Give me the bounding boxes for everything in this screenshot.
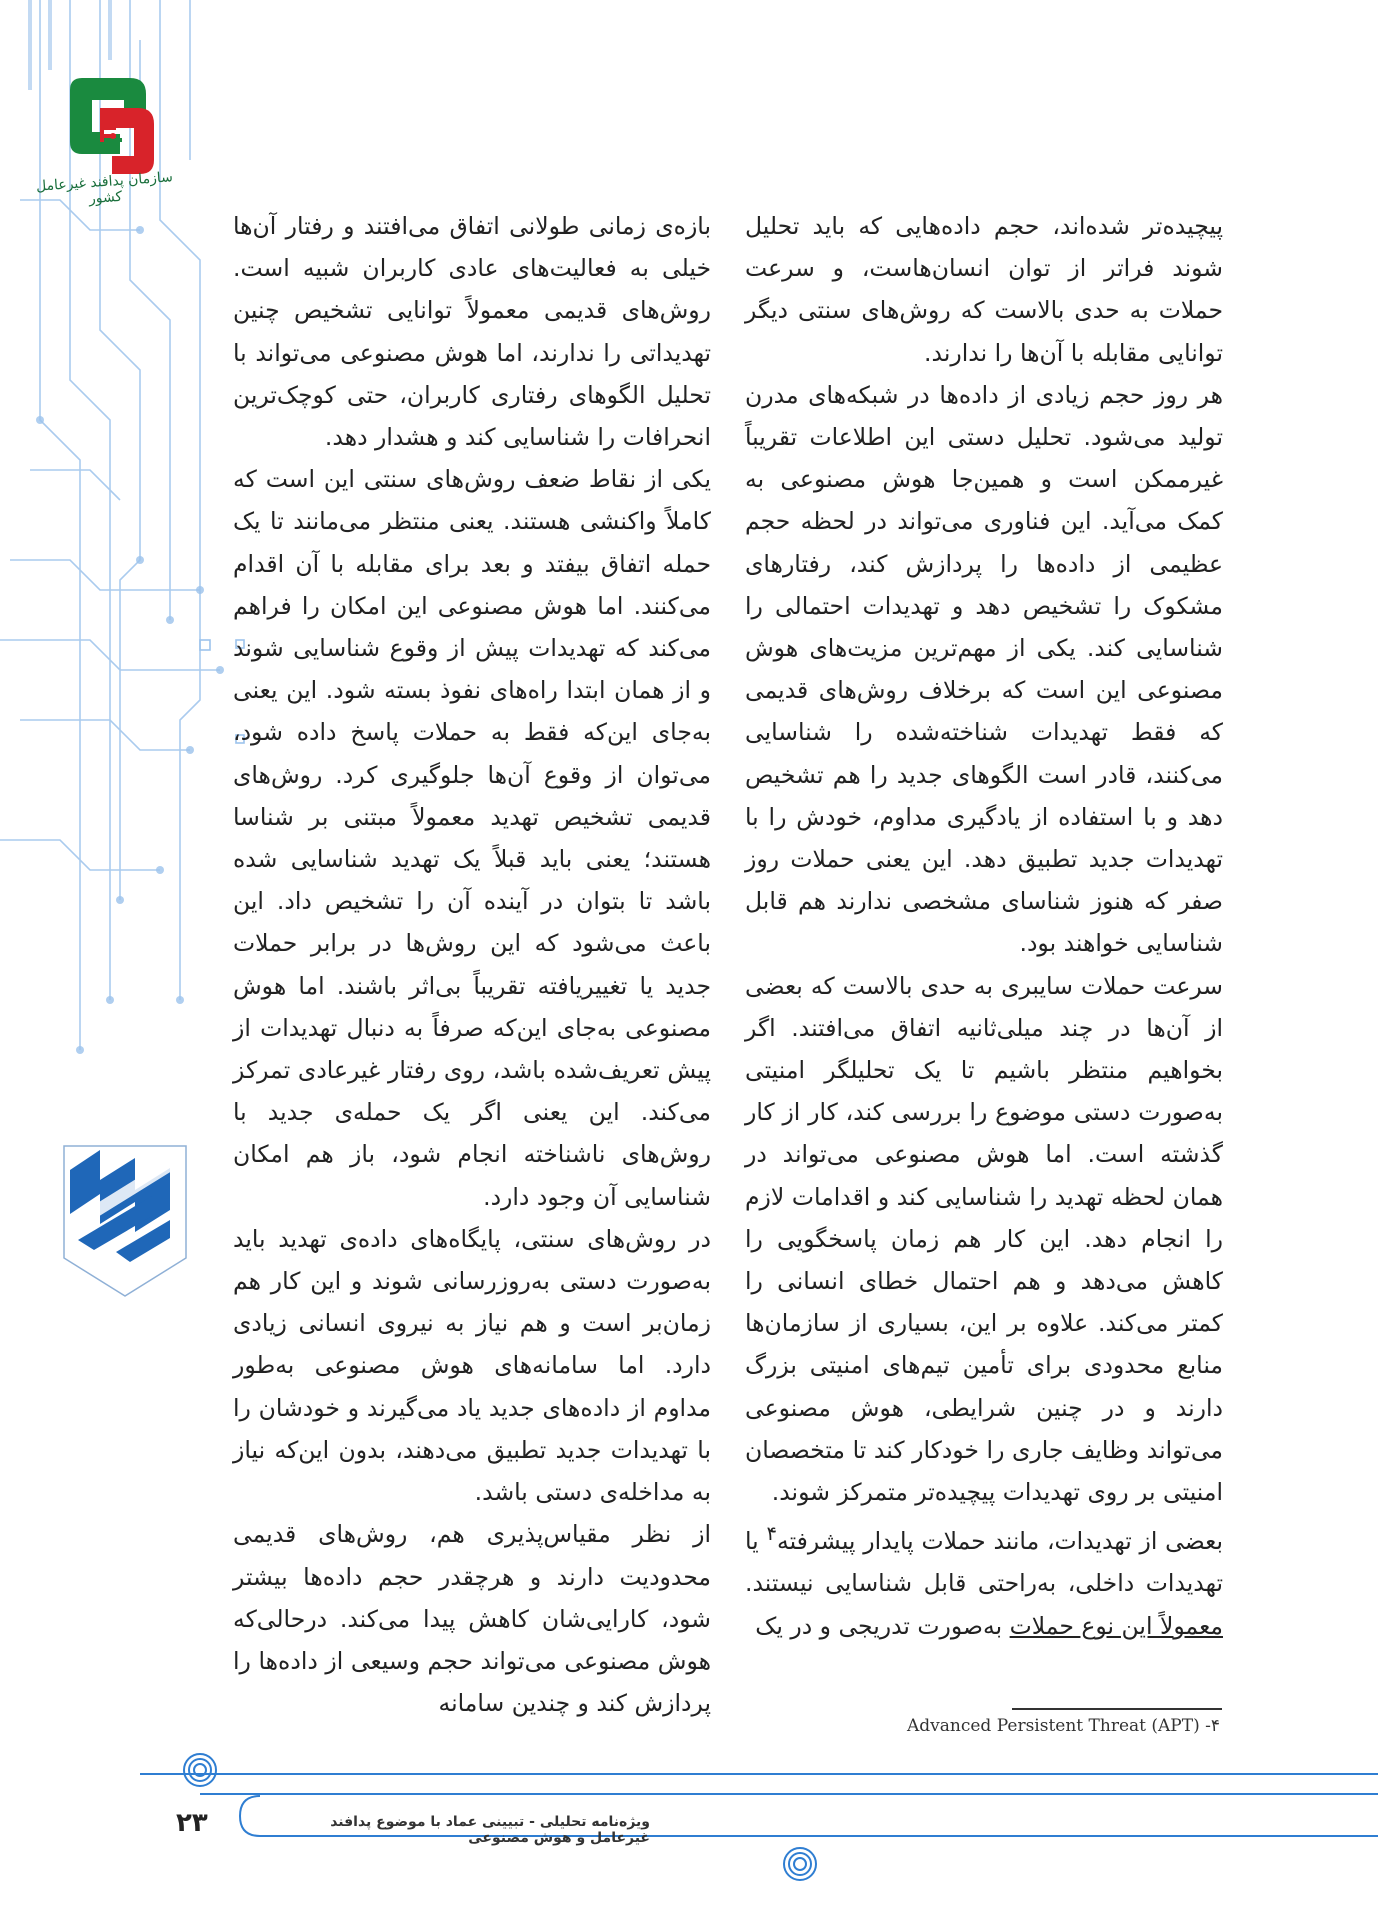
- footnote-divider: [1012, 1708, 1222, 1710]
- paragraph: [745, 1513, 1223, 1646]
- paragraph: پیچیده‌تر شده‌اند، حجم داده‌هایی که باید تحلیل شوند فراتر از توان انسان‌هاست، و سرعت حملات به حدی بالاست که روش‌های سنتی دیگر توانایی مقابله با آن‌ها را ندارند.: [745, 212, 1223, 367]
- paragraph: در روش‌های سنتی، پایگاه‌های داده‌ی تهدید باید به‌صورت دستی به‌روزرسانی شوند و این کار هم زمان‌بر است و هم نیاز به نیروی انسانی زیادی دارد. اما سامانه‌های هوش مصنوعی به‌طور مداوم از داده‌های جدید یاد می‌گیرند و خودشان را با تهدیدات جدید تطبیق می‌دهند، بدون این‌که نیاز به مداخله‌ی دستی باشد.: [233, 1224, 711, 1507]
- paragraph: بازه‌ی زمانی طولانی اتفاق می‌افتند و رفتار آن‌ها خیلی به فعالیت‌های عادی کاربران شبیه است. روش‌های قدیمی معمولاً توانایی تشخیص چنین تهدیداتی را ندارند، اما هوش مصنوعی می‌تواند با تحلیل الگوهای رفتاری کاربران، حتی کوچک‌ترین انحرافات را شناسایی کند و هشدار دهد.: [233, 212, 711, 452]
- footer-title: ویژه‌نامه تحلیلی - تبیینی عماد با موضوع پدافند غیرعامل و هوش مصنوعی: [330, 1814, 650, 1846]
- circuit-decoration: [0, 0, 250, 1929]
- organization-name: سازمان پدافند غیرعامل کشور: [35, 169, 174, 208]
- footnote-reference: ۴: [766, 1522, 777, 1546]
- text-column-right: [745, 205, 1223, 1647]
- page-number: ۲۳: [176, 1808, 208, 1838]
- paragraph-text: به‌صورت تدریجی و در یک: [755, 1611, 1010, 1640]
- organization-logo: [60, 70, 170, 180]
- emad-logo: [60, 1140, 190, 1300]
- paragraph: سرعت حملات سایبری به حدی بالاست که بعضی از آن‌ها در چند میلی‌ثانیه اتفاق می‌افتند. اگر بخواهیم منتظر باشیم تا یک تحلیلگر امنیتی به‌صورت دستی موضوع را بررسی کند، کار از کار گذشته است. اما هوش مصنوعی می‌تواند در همان لحظه تهدید را شناسایی کند و اقدامات لازم را انجام دهد. این کار هم زمان پاسخگویی را کاهش می‌دهد و هم احتمال خطای انسانی را کمتر می‌کند. علاوه بر این، بسیاری از سازمان‌ها منابع محدودی برای تأمین تیم‌های امنیتی بزرگ دارند و در چنین شرایطی، هوش مصنوعی می‌تواند وظایف جاری را خودکار کند تا متخصصان امنیتی بر روی تهدیدات پیچیده‌تر متمرکز شوند.: [745, 971, 1223, 1507]
- paragraph-text: یا تهدیدات داخلی، به‌راحتی قابل شناسایی نیستند.: [745, 1527, 1223, 1598]
- paragraph-text: بعضی از تهدیدات، مانند حملات پایدار پیشرفته: [776, 1527, 1223, 1556]
- paragraph: یکی از نقاط ضعف روش‌های سنتی این است که کاملاً واکنشی هستند. یعنی منتظر می‌مانند تا یک حمله اتفاق بیفتد و بعد برای مقابله با آن اقدام می‌کنند. اما هوش مصنوعی این امکان را فراهم می‌کند که تهدیدات پیش از وقوع شناسایی شوند و از همان ابتدا راه‌های نفوذ بسته شود. این یعنی به‌جای این‌که فقط به حملات پاسخ داده شود، می‌توان از وقوع آن‌ها جلوگیری کرد. روش‌های قدیمی تشخیص تهدید معمولاً مبتنی بر شناسا هستند؛ یعنی باید قبلاً یک تهدید شناسایی شده باشد تا بتوان در آینده آن را تشخیص داد. این باعث می‌شود که این روش‌ها در برابر حملات جدید یا تغییریافته تقریباً بی‌اثر باشند. اما هوش مصنوعی به‌جای این‌که صرفاً به دنبال تهدیدات از پیش تعریف‌شده باشد، روی رفتار غیرعادی تمرکز می‌کند. این یعنی اگر یک حمله‌ی جدید با روش‌های ناشناخته انجام شود، باز هم امکان شناسایی آن وجود دارد.: [233, 465, 711, 1211]
- footnote: ۴- Advanced Persistent Threat (APT): [907, 1716, 1220, 1736]
- underlined-text: معمولاً این نوع حملات: [1009, 1611, 1223, 1640]
- paragraph: از نظر مقیاس‌پذیری هم، روش‌های قدیمی محدودیت دارند و هرچقدر حجم داده‌ها بیشتر شود، کارایی‌شان کاهش پیدا می‌کند. درحالی‌که هوش مصنوعی می‌تواند حجم وسیعی از داده‌ها را پردازش کند و چندین سامانه: [233, 1520, 711, 1718]
- text-column-left: [233, 205, 711, 1724]
- paragraph: هر روز حجم زیادی از داده‌ها در شبکه‌های مدرن تولید می‌شود. تحلیل دستی این اطلاعات تقریباً غیرممکن است و همین‌جا هوش مصنوعی به کمک می‌آید. این فناوری می‌تواند در لحظه حجم عظیمی از داده‌ها را پردازش کند، رفتارهای مشکوک را تشخیص دهد و تهدیدات احتمالی را شناسایی کند. یکی از مهم‌ترین مزیت‌های هوش مصنوعی این است که برخلاف روش‌های قدیمی که فقط تهدیدات شناخته‌شده را شناسایی می‌کنند، قادر است الگوهای جدید را هم تشخیص دهد و با استفاده از یادگیری مداوم، خودش را با تهدیدات جدید تطبیق دهد. این یعنی حملات روز صفر که هنوز شناسای مشخصی ندارند هم قابل شناسایی خواهند بود.: [745, 380, 1223, 958]
